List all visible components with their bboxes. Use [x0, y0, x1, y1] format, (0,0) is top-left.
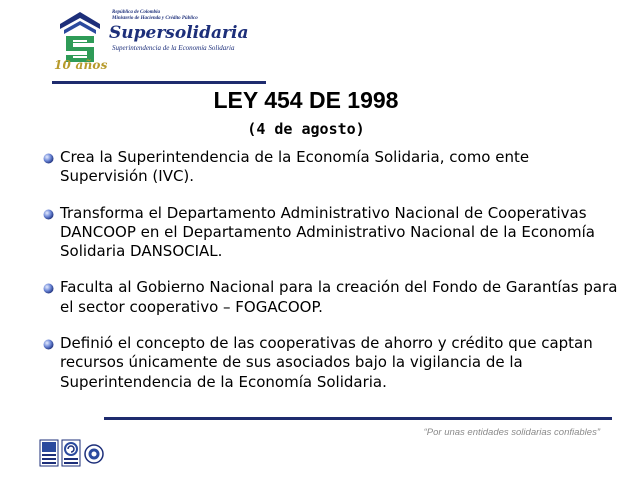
bullet-item [40, 278, 620, 317]
bullet-list [40, 148, 620, 392]
bullet-orb-icon [43, 209, 54, 220]
logo-subtitle: Superintendencia de la Economía Solidaria [112, 44, 235, 52]
bullet-item [40, 334, 620, 392]
logo-republic: República de Colombia [112, 10, 161, 15]
bullet-text: Definió el concepto de las cooperativas de ahorro y crédito que captan recursos únicamente de sus asociados bajo la vigilancia de la Superintendencia de la Economía Solidaria. [60, 334, 593, 391]
logo-brand-name: Supersolidaria [109, 23, 249, 43]
bullet-orb-icon [43, 339, 54, 350]
logo-text-block [109, 10, 272, 52]
bullet-item [40, 204, 620, 262]
certification-seals-icon [38, 438, 118, 472]
footer-tagline: “Por unas entidades solidarias confiables” [423, 427, 600, 438]
bullet-orb-icon [43, 283, 54, 294]
bullet-text: Crea la Superintendencia de la Economía Solidaria, como ente Supervisión (IVC). [60, 148, 530, 186]
slide-subtitle: (4 de agosto) [247, 120, 365, 138]
bullet-item [40, 148, 620, 187]
logo-ministry: Ministerio de Hacienda y Crédito Público [112, 16, 198, 21]
supersolidaria-logo [40, 8, 270, 80]
bottom-divider [104, 417, 612, 420]
bullet-text: Faculta al Gobierno Nacional para la creación del Fondo de Garantías para el sector cooperativo – FOGACOOP. [60, 278, 618, 316]
logo-anniversary: 10 años [54, 58, 108, 72]
bullet-text: Transforma el Departamento Administrativo Nacional de Cooperativas DANCOOP en el Departamento Administrativo Nacional de la Economía Solidaria DANSOCIAL. [60, 203, 595, 261]
top-divider [52, 81, 266, 84]
bullet-orb-icon [43, 153, 54, 164]
slide-title: LEY 454 DE 1998 [213, 87, 399, 113]
